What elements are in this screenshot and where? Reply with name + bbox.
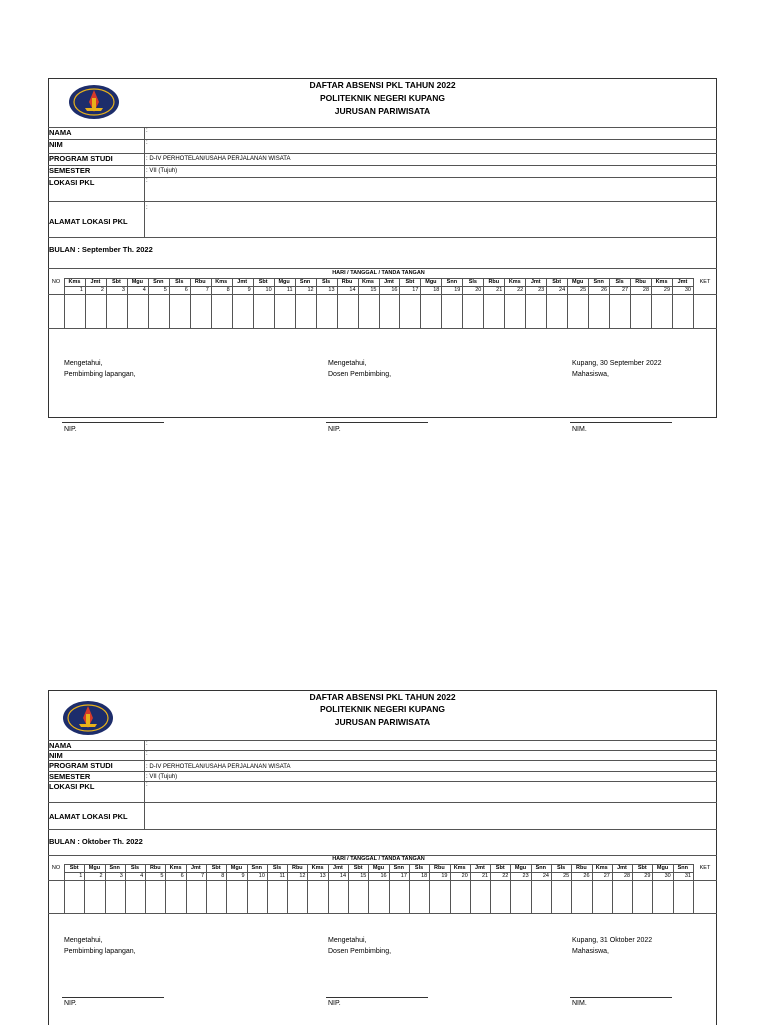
signature-field-lecturer: Mengetahui, Dosen Pembimbing,	[328, 937, 392, 955]
institution-name: POLITEKNIK NEGERI KUPANG	[320, 704, 445, 714]
day-cell: Rbu	[576, 865, 587, 871]
day-cell: Sbt	[353, 865, 363, 871]
day-cell: Mgu	[372, 865, 385, 871]
day-cell: Rbu	[291, 865, 303, 871]
day-cell: Rbu	[149, 865, 161, 871]
date-cell: 1	[79, 287, 83, 293]
day-cell: Rbu	[341, 279, 353, 285]
date-cell: 23	[522, 873, 529, 879]
month-label: BULAN : Oktober Th. 2022	[49, 837, 143, 846]
date-cell: 10	[258, 873, 265, 879]
grid-line	[295, 278, 296, 328]
day-cell: Snn	[446, 279, 458, 285]
grid-line	[531, 864, 532, 913]
no-column-header: NO	[51, 865, 61, 871]
field-semester: SEMESTER : VII (Tujuh)	[48, 165, 717, 178]
date-cell: 16	[391, 287, 398, 293]
day-cell: Sbt	[637, 865, 647, 871]
date-cell: 18	[433, 287, 440, 293]
day-cell: Snn	[109, 865, 120, 871]
day-cell: Mgu	[514, 865, 527, 871]
date-cell: 30	[684, 287, 691, 293]
day-cell: Jmt	[237, 279, 248, 285]
date-cell: 26	[600, 287, 608, 293]
grid-line	[450, 864, 451, 913]
date-cell: 29	[644, 873, 651, 879]
signature-line	[62, 422, 164, 423]
grid-line	[307, 864, 308, 913]
grid-line	[567, 278, 568, 328]
nim-label: NIM.	[572, 1000, 587, 1007]
date-cell: 11	[279, 873, 286, 879]
field-divider	[144, 740, 145, 829]
grid-line	[441, 278, 442, 328]
day-cell: Jmt	[90, 279, 101, 285]
grid-line	[358, 278, 359, 328]
grid-line	[190, 278, 191, 328]
date-cell: 6	[184, 287, 188, 293]
day-cell: Sls	[556, 865, 566, 871]
day-cell: Sls	[414, 865, 424, 871]
institution-name: POLITEKNIK NEGERI KUPANG	[320, 93, 445, 103]
day-cell: Mgu	[131, 279, 144, 285]
grid-line	[226, 864, 227, 913]
divider	[48, 237, 717, 238]
signature-line	[570, 422, 672, 423]
date-cell: 2	[100, 287, 104, 293]
field-program-studi: PROGRAM STUDI : D-IV PERHOTELAN/USAHA PERJALANAN WISATA	[48, 153, 717, 166]
grid-line	[609, 278, 610, 328]
grid-line	[693, 864, 694, 913]
day-cell: Sls	[321, 279, 331, 285]
grid-line	[525, 278, 526, 328]
day-cell: Sbt	[69, 865, 79, 871]
date-cell: 2	[99, 873, 103, 879]
day-cell: Mgu	[425, 279, 437, 285]
grid-line	[127, 278, 128, 328]
date-cell: 9	[241, 873, 245, 879]
department-name: JURUSAN PARIWISATA	[334, 106, 431, 116]
day-cell: Jmt	[677, 279, 688, 285]
department-name: JURUSAN PARIWISATA	[334, 717, 431, 727]
date-cell: 17	[400, 873, 407, 879]
field-lokasi-pkl: LOKASI PKL :	[48, 177, 717, 202]
grid-line	[348, 864, 349, 913]
day-cell: Sbt	[211, 865, 221, 871]
grid-line	[267, 864, 268, 913]
day-cell: Jmt	[384, 279, 394, 285]
day-cell: Kms	[169, 865, 182, 871]
date-cell: 28	[642, 287, 650, 293]
date-cell: 23	[538, 287, 545, 293]
date-cell: 5	[160, 873, 164, 879]
grid-line	[632, 864, 633, 913]
date-cell: 22	[502, 873, 509, 879]
date-cell: 14	[339, 873, 347, 879]
day-cell: Snn	[593, 279, 604, 285]
date-cell: 18	[421, 873, 428, 879]
day-cell: Rbu	[434, 865, 445, 871]
day-cell: Kms	[362, 279, 374, 285]
date-cell: 17	[412, 287, 419, 293]
date-cell: 12	[307, 287, 314, 293]
field-divider	[144, 127, 145, 237]
grid-line	[169, 278, 170, 328]
day-cell: Mgu	[572, 279, 584, 285]
day-cell: Kms	[508, 279, 521, 285]
date-cell: 7	[200, 873, 205, 879]
day-cell: Mgu	[230, 865, 243, 871]
grid-line	[571, 864, 572, 913]
date-cell: 12	[299, 873, 306, 879]
field-program-studi: PROGRAM STUDI : D-IV PERHOTELAN/USAHA PERJALANAN WISATA	[48, 760, 717, 772]
date-cell: 31	[684, 873, 691, 879]
grid-line	[592, 864, 593, 913]
grid-line	[206, 864, 207, 913]
signature-field-student: Kupang, 31 Oktober 2022 Mahasiswa,	[572, 937, 653, 955]
signature-line	[62, 997, 164, 998]
grid-line	[148, 278, 149, 328]
grid-line	[48, 328, 717, 329]
grid-line	[186, 864, 187, 913]
signature-line	[326, 997, 428, 998]
grid-line	[328, 864, 329, 913]
day-cell: Sls	[175, 279, 184, 285]
signature-line	[570, 997, 672, 998]
day-cell: Jmt	[475, 865, 485, 871]
day-cell: Sbt	[552, 279, 562, 285]
day-cell: Sls	[272, 865, 282, 871]
grid-line	[84, 864, 85, 913]
day-cell: Kms	[68, 279, 81, 285]
date-cell: 21	[481, 873, 489, 879]
grid-line	[483, 278, 484, 328]
date-cell: 8	[221, 873, 225, 879]
grid-line	[429, 864, 430, 913]
date-cell: 13	[328, 287, 335, 293]
day-cell: Sbt	[405, 279, 415, 285]
grid-line	[490, 864, 491, 913]
date-cell: 4	[142, 287, 146, 293]
date-cell: 3	[119, 873, 123, 879]
date-cell: 30	[664, 873, 671, 879]
grid-line	[389, 864, 390, 913]
signature-field-student: Kupang, 30 September 2022 Mahasiswa,	[572, 360, 662, 378]
grid-line	[470, 864, 471, 913]
date-cell: 16	[380, 873, 387, 879]
grid-line	[546, 278, 547, 328]
grid-line	[673, 864, 674, 913]
month-label: BULAN : September Th. 2022	[49, 245, 153, 254]
date-cell: 10	[265, 287, 272, 293]
date-cell: 1	[79, 873, 83, 879]
date-cell: 19	[454, 287, 461, 293]
date-cell: 8	[226, 287, 230, 293]
field-lokasi-pkl: LOKASI PKL :	[48, 781, 717, 803]
day-cell: Rbu	[488, 279, 500, 285]
day-cell: Kms	[311, 865, 324, 871]
date-cell: 9	[247, 287, 251, 293]
day-cell: Sls	[468, 279, 477, 285]
field-semester: SEMESTER : VII (Tujuh)	[48, 771, 717, 782]
date-cell: 24	[559, 287, 566, 293]
day-cell: Sbt	[111, 279, 121, 285]
day-cell: Sls	[615, 279, 624, 285]
date-cell: 14	[349, 287, 356, 293]
field-nim: NIM :	[48, 750, 717, 761]
grid-line	[247, 864, 248, 913]
grid-line	[510, 864, 511, 913]
no-column-header: NO	[51, 279, 61, 285]
day-cell: Kms	[453, 865, 466, 871]
date-cell: 19	[441, 873, 448, 879]
day-cell: Rbu	[194, 279, 206, 285]
day-cell: Jmt	[190, 865, 201, 871]
grid-line	[105, 864, 106, 913]
date-cell: 3	[121, 287, 125, 293]
signature-line	[326, 422, 428, 423]
grid-line	[274, 278, 275, 328]
nip-label: NIP.	[64, 1000, 77, 1007]
grid-header-label: HARI / TANGGAL / TANDA TANGAN	[332, 856, 425, 862]
date-cell: 11	[286, 287, 293, 293]
date-cell: 13	[319, 873, 326, 879]
day-cell: Kms	[655, 279, 668, 285]
date-cell: 15	[370, 287, 377, 293]
day-cell: Snn	[535, 865, 546, 871]
grid-line	[64, 278, 65, 328]
grid-line	[64, 864, 65, 913]
grid-line	[337, 278, 338, 328]
date-cell: 7	[205, 287, 209, 293]
signature-field-supervisor: Mengetahui, Pembimbing lapangan,	[64, 360, 136, 378]
grid-line	[253, 278, 254, 328]
date-cell: 29	[663, 287, 671, 293]
grid-line	[232, 278, 233, 328]
day-cell: Jmt	[530, 279, 541, 285]
day-cell: Jmt	[333, 865, 343, 871]
day-cell: Kms	[215, 279, 228, 285]
day-cell: Snn	[677, 865, 689, 871]
date-cell: 20	[475, 287, 482, 293]
field-alamat-lokasi: ALAMAT LOKASI PKL	[48, 802, 717, 830]
day-cell: Mgu	[278, 279, 290, 285]
grid-line	[165, 864, 166, 913]
date-cell: 28	[623, 873, 631, 879]
field-nim: NIM :	[48, 139, 717, 152]
grid-line	[211, 278, 212, 328]
day-cell: Snn	[251, 865, 262, 871]
date-cell: 6	[180, 873, 184, 879]
day-cell: Snn	[299, 279, 311, 285]
grid-line	[462, 278, 463, 328]
grid-line	[672, 278, 673, 328]
day-cell: Jmt	[617, 865, 627, 871]
grid-line	[85, 278, 86, 328]
nip-label: NIP.	[64, 426, 77, 433]
grid-line	[399, 278, 400, 328]
day-cell: Kms	[595, 865, 608, 871]
day-cell: Mgu	[88, 865, 101, 871]
date-cell: 24	[542, 873, 549, 879]
grid-line	[379, 278, 380, 328]
field-nama: NAMA :	[48, 127, 717, 140]
grid-line	[64, 872, 693, 873]
nip-label: NIP.	[328, 1000, 341, 1007]
grid-header-label: HARI / TANGGAL / TANDA TANGAN	[332, 270, 425, 276]
date-cell: 21	[496, 287, 503, 293]
divider	[48, 829, 717, 830]
date-cell: 22	[517, 287, 524, 293]
day-cell: Snn	[393, 865, 404, 871]
day-cell: Sbt	[495, 865, 505, 871]
nim-label: NIM.	[572, 426, 587, 433]
grid-line	[504, 278, 505, 328]
grid-line	[420, 278, 421, 328]
field-nama: NAMA :	[48, 740, 717, 751]
date-cell: 27	[603, 873, 610, 879]
grid-line	[551, 864, 552, 913]
date-cell: 25	[580, 287, 587, 293]
nip-label: NIP.	[328, 426, 341, 433]
grid-line	[48, 913, 717, 914]
ket-column-header: KET	[699, 865, 711, 871]
grid-line	[652, 864, 653, 913]
day-cell: Rbu	[635, 279, 646, 285]
date-cell: 4	[140, 873, 144, 879]
grid-line	[612, 864, 613, 913]
grid-line	[368, 864, 369, 913]
grid-line	[287, 864, 288, 913]
sheet-title: DAFTAR ABSENSI PKL TAHUN 2022	[309, 692, 456, 702]
field-alamat-lokasi: ALAMAT LOKASI PKL :	[48, 201, 717, 238]
day-cell: Mgu	[656, 865, 669, 871]
date-cell: 26	[583, 873, 590, 879]
grid-line	[125, 864, 126, 913]
day-cell: Sbt	[258, 279, 268, 285]
grid-line	[588, 278, 589, 328]
grid-line	[48, 880, 717, 881]
date-cell: 5	[163, 287, 167, 293]
ket-column-header: KET	[699, 279, 711, 285]
grid-line	[316, 278, 317, 328]
day-cell: Snn	[153, 279, 164, 285]
date-cell: 15	[360, 873, 367, 879]
grid-line	[630, 278, 631, 328]
grid-line	[106, 278, 107, 328]
signature-field-supervisor: Mengetahui, Pembimbing lapangan,	[64, 937, 136, 955]
grid-line	[693, 278, 694, 328]
grid-line	[651, 278, 652, 328]
date-cell: 20	[461, 873, 468, 879]
grid-line	[409, 864, 410, 913]
signature-field-lecturer: Mengetahui, Dosen Pembimbing,	[328, 360, 392, 378]
date-cell: 25	[563, 873, 570, 879]
day-cell: Sls	[130, 865, 140, 871]
sheet-title: DAFTAR ABSENSI PKL TAHUN 2022	[309, 80, 456, 90]
grid-line	[145, 864, 146, 913]
date-cell: 27	[621, 287, 629, 293]
